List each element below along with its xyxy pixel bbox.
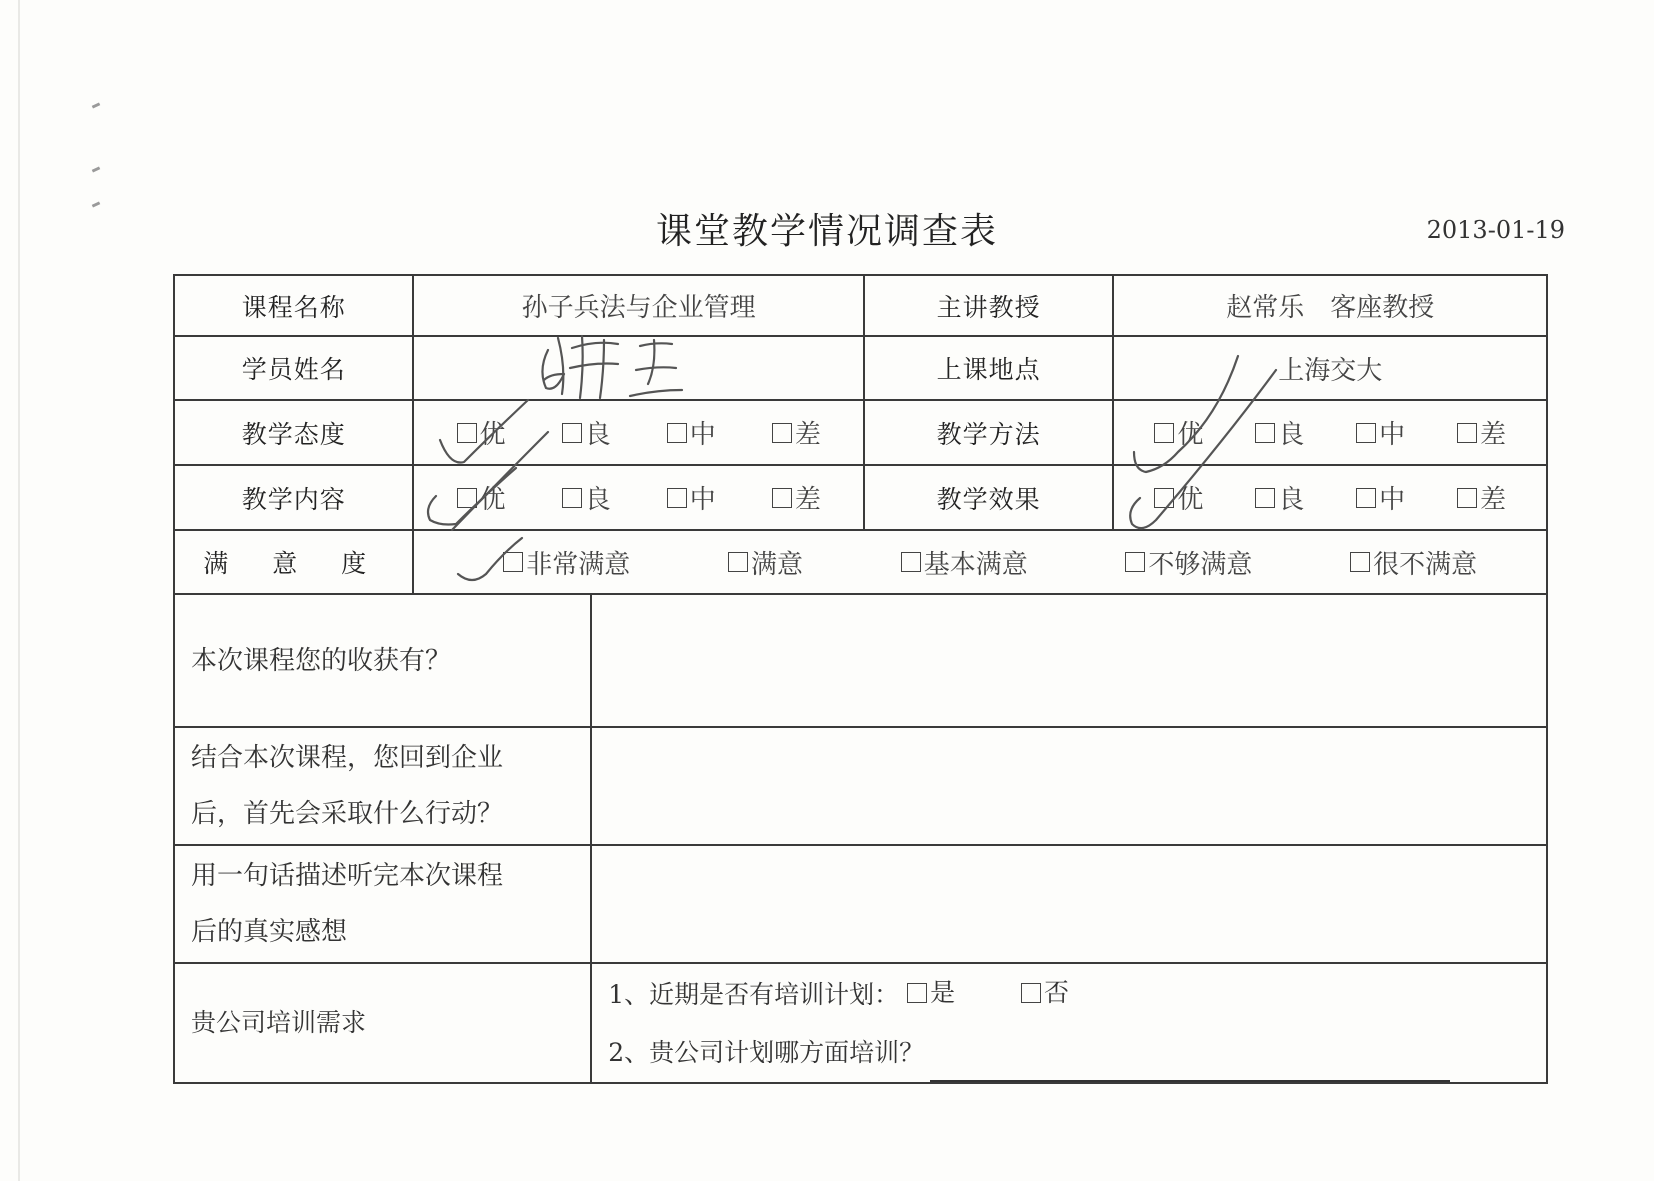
checkbox-icon[interactable] — [457, 488, 477, 508]
method-label: 教学方法 — [864, 400, 1114, 465]
checkbox-icon[interactable] — [1457, 488, 1477, 508]
checkbox-icon[interactable] — [907, 983, 927, 1003]
checkbox-icon[interactable] — [503, 552, 523, 572]
satisfaction-options — [413, 530, 1547, 594]
attitude-label: 教学态度 — [174, 400, 413, 465]
content-option[interactable]: 差 — [772, 479, 821, 516]
checkbox-icon[interactable] — [1154, 423, 1174, 443]
checkbox-icon[interactable] — [1457, 423, 1477, 443]
satisfaction-option[interactable]: 基本满意 — [901, 544, 1028, 581]
effect-label: 教学效果 — [864, 465, 1114, 530]
attitude-method-row — [174, 400, 1547, 465]
satisfaction-option[interactable]: 满意 — [728, 544, 803, 581]
feeling-answer-field[interactable] — [591, 845, 1547, 963]
form-title: 课堂教学情况调查表 — [655, 211, 998, 252]
satisfaction-option[interactable]: 非常满意 — [503, 544, 630, 581]
effect-option[interactable]: 差 — [1457, 479, 1506, 516]
checkbox-icon[interactable] — [1255, 423, 1275, 443]
training-row — [174, 963, 1547, 1083]
method-option[interactable]: 优 — [1154, 414, 1203, 451]
content-label: 教学内容 — [174, 465, 413, 530]
checkbox-icon[interactable] — [1255, 488, 1275, 508]
checkbox-icon[interactable] — [1356, 423, 1376, 443]
satisfaction-label: 满 意 度 — [174, 530, 413, 594]
scan-edge — [18, 0, 20, 1181]
effect-options — [1113, 465, 1547, 530]
method-option[interactable]: 差 — [1457, 414, 1506, 451]
method-option[interactable]: 中 — [1356, 414, 1405, 451]
satisfaction-option[interactable]: 很不满意 — [1350, 544, 1477, 581]
effect-option[interactable]: 优 — [1154, 479, 1203, 516]
action-answer-field[interactable] — [591, 727, 1547, 845]
checkbox-icon[interactable] — [667, 423, 687, 443]
gain-row — [174, 594, 1547, 727]
scan-speck — [92, 102, 101, 108]
checkbox-icon[interactable] — [1356, 488, 1376, 508]
checkbox-icon[interactable] — [1021, 983, 1041, 1003]
lecturer-label: 主讲教授 — [864, 275, 1114, 336]
effect-option[interactable]: 良 — [1255, 479, 1304, 516]
content-option[interactable]: 良 — [562, 479, 611, 516]
training-plan-line: 1、近期是否有培训计划： 是 否 — [608, 964, 1546, 1024]
checkbox-icon[interactable] — [772, 488, 792, 508]
action-question: 结合本次课程，您回到企业 后，首先会采取什么行动？ — [174, 727, 591, 845]
student-label: 学员姓名 — [174, 336, 413, 400]
attitude-options — [413, 400, 863, 465]
attitude-option[interactable]: 良 — [562, 414, 611, 451]
course-value: 孙子兵法与企业管理 — [413, 275, 863, 336]
content-options — [413, 465, 863, 530]
checkbox-icon[interactable] — [457, 423, 477, 443]
student-name-field[interactable] — [413, 336, 863, 400]
attitude-option[interactable]: 差 — [772, 414, 821, 451]
survey-table — [173, 274, 1548, 1084]
course-label: 课程名称 — [174, 275, 413, 336]
scan-speck — [92, 166, 101, 172]
checkbox-icon[interactable] — [728, 552, 748, 572]
method-option[interactable]: 良 — [1255, 414, 1304, 451]
training-yes-option[interactable]: 是 — [907, 964, 955, 1022]
checkbox-icon[interactable] — [1125, 552, 1145, 572]
feeling-question: 用一句话描述听完本次课程 后的真实感想 — [174, 845, 591, 963]
gain-answer-field[interactable] — [591, 594, 1547, 727]
checkbox-icon[interactable] — [562, 423, 582, 443]
location-label: 上课地点 — [864, 336, 1114, 400]
lecturer-value: 赵常乐 客座教授 — [1113, 275, 1547, 336]
gain-question: 本次课程您的收获有？ — [174, 594, 591, 727]
checkbox-icon[interactable] — [562, 488, 582, 508]
content-option[interactable]: 中 — [667, 479, 716, 516]
training-needs — [591, 963, 1547, 1083]
training-area-field[interactable] — [930, 1056, 1450, 1082]
attitude-option[interactable]: 优 — [457, 414, 506, 451]
checkbox-icon[interactable] — [772, 423, 792, 443]
form-date: 2013-01-19 — [1426, 216, 1565, 244]
training-label: 贵公司培训需求 — [174, 963, 591, 1083]
method-options — [1113, 400, 1547, 465]
attitude-option[interactable]: 中 — [667, 414, 716, 451]
action-row — [174, 727, 1547, 845]
course-row — [174, 275, 1547, 336]
training-area-line: 2、贵公司计划哪方面培训？ — [608, 1024, 1546, 1082]
training-no-option[interactable]: 否 — [1021, 964, 1069, 1022]
location-value: 上海交大 — [1113, 336, 1547, 400]
content-option[interactable]: 优 — [457, 479, 506, 516]
satisfaction-row — [174, 530, 1547, 594]
checkbox-icon[interactable] — [901, 552, 921, 572]
checkbox-icon[interactable] — [667, 488, 687, 508]
content-effect-row — [174, 465, 1547, 530]
effect-option[interactable]: 中 — [1356, 479, 1405, 516]
feeling-row — [174, 845, 1547, 963]
student-row — [174, 336, 1547, 400]
satisfaction-option[interactable]: 不够满意 — [1125, 544, 1252, 581]
checkbox-icon[interactable] — [1350, 552, 1370, 572]
checkbox-icon[interactable] — [1154, 488, 1174, 508]
